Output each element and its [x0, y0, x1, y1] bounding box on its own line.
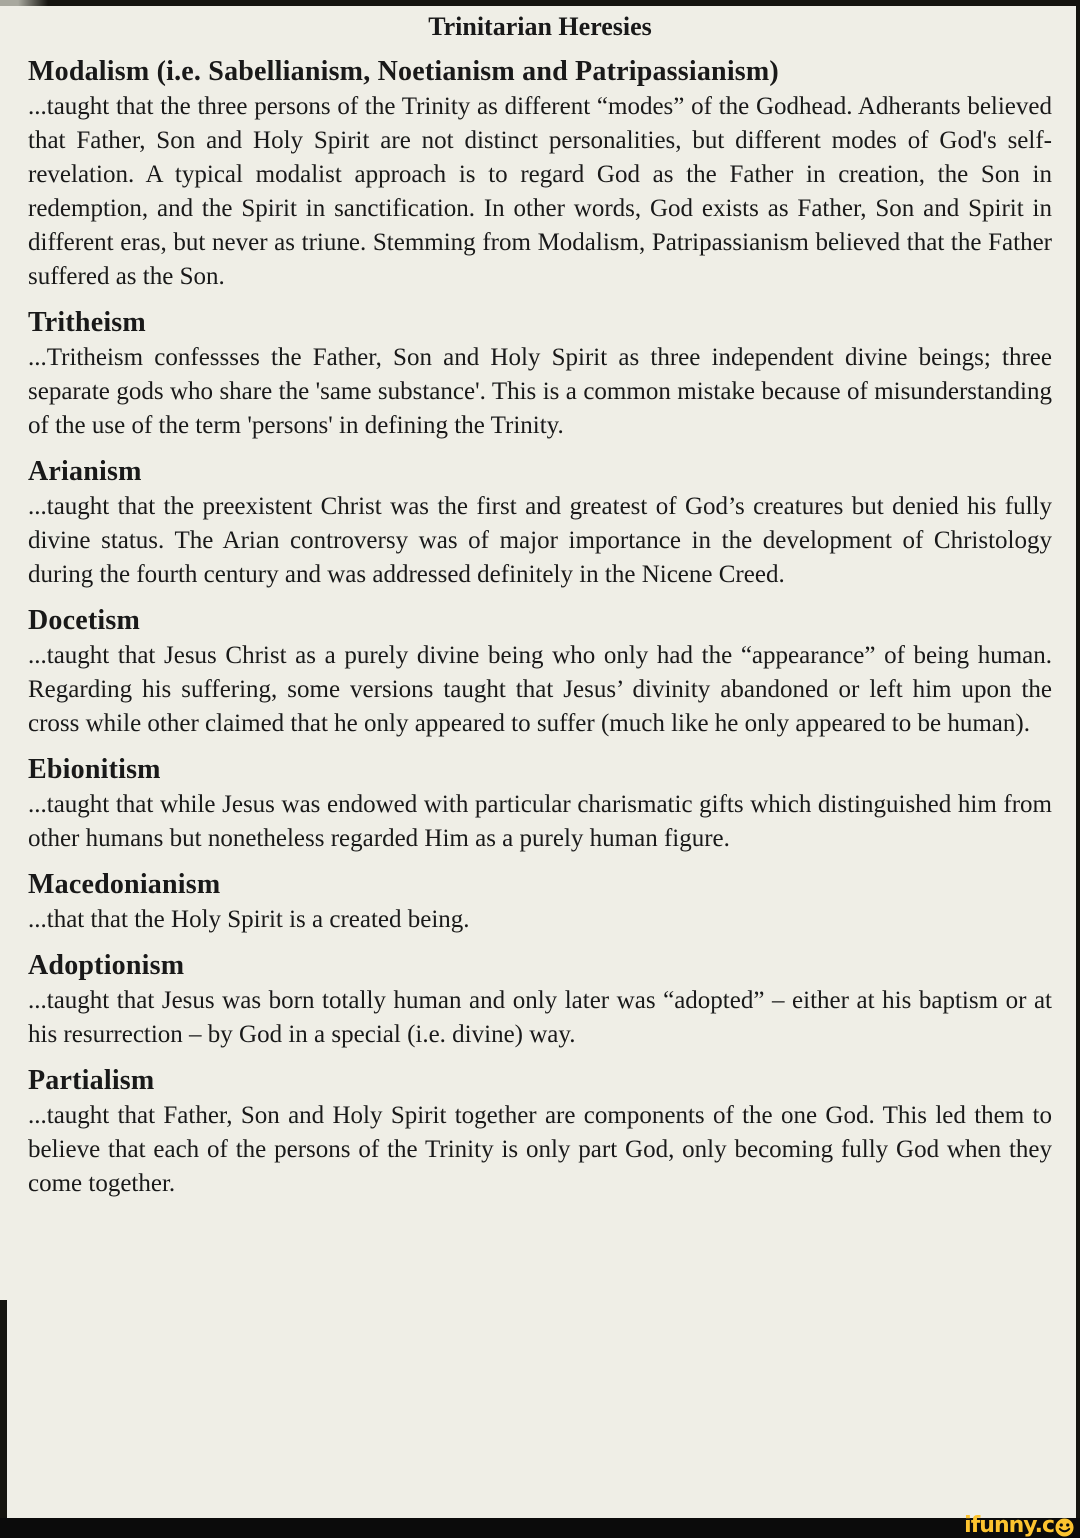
heresy-sections-container: [28, 54, 1052, 1201]
heresy-heading: Tritheism: [28, 307, 146, 338]
heresy-section: [28, 305, 1052, 443]
document-title: Trinitarian Heresies: [428, 12, 652, 41]
heresy-section: [28, 603, 1052, 741]
heresy-description: ...Tritheism confessses the Father, Son and Holy Spirit as three independent divine beings; three separate gods who share the 'same substance'. This is a common mistake because of misunderstanding of the use of the term 'persons' in defining the Trinity.: [28, 344, 1052, 439]
heresy-section: [28, 752, 1052, 856]
heresy-heading: Modalism (i.e. Sabellianism, Noetianism and Patripassianism): [28, 56, 779, 87]
heresy-section: [28, 54, 1052, 294]
heresy-section: [28, 948, 1052, 1052]
ifunny-logo: [964, 1514, 1074, 1538]
heresy-description: ...that that the Holy Spirit is a created being.: [28, 906, 470, 933]
heresy-description: ...taught that the three persons of the Trinity as different “modes” of the Godhead. Adherants believed that Father, Son and Holy Spirit are not distinct personalities, but different modes of God's self-revelation. A typical modalist approach is to regard God as the Father in creation, the Son in redemption, and the Spirit in sanctification. In other words, God exists as Father, Son and Spirit in different eras, but never as triune. Stemming from Modalism, Patripassianism believed that the Father suffered as the Son.: [28, 93, 1052, 290]
heresy-description: ...taught that Jesus Christ as a purely divine being who only had the “appearance” of being human. Regarding his suffering, some versions taught that Jesus’ divinity abandoned or left him upon the cross while other claimed that he only appeared to suffer (much like he only appeared to be human).: [28, 642, 1052, 737]
heresy-heading: Docetism: [28, 605, 141, 636]
ifunny-logo-text: ifunny.c: [964, 1513, 1054, 1538]
watermark-bar: [0, 1513, 1080, 1538]
heresy-section: [28, 454, 1052, 592]
document-content: [0, 6, 1080, 1201]
page-left-border-line: [0, 1300, 7, 1538]
heresy-description: ...taught that the preexistent Christ was the first and greatest of God’s creatures but denied his fully divine status. The Arian controversy was of major importance in the development of Christology during the fourth century and was addressed definitely in the Nicene Creed.: [28, 493, 1052, 588]
heresy-heading: Arianism: [28, 456, 142, 487]
heresy-heading: Partialism: [28, 1065, 155, 1096]
heresy-description: ...taught that while Jesus was endowed with particular charismatic gifts which distinguished him from other humans but nonetheless regarded Him as a purely human figure.: [28, 791, 1052, 852]
heresy-description: ...taught that Father, Son and Holy Spirit together are components of the one God. This led them to believe that each of the persons of the Trinity is only part God, only becoming fully God when they come together.: [28, 1102, 1052, 1197]
heresy-heading: Ebionitism: [28, 754, 161, 785]
heresy-description: ...taught that Jesus was born totally human and only later was “adopted” – either at his baptism or at his resurrection – by God in a special (i.e. divine) way.: [28, 987, 1052, 1048]
heresy-section: [28, 1063, 1052, 1201]
smiley-face-icon: [1055, 1518, 1074, 1537]
heresy-heading: Adoptionism: [28, 950, 185, 981]
heresy-section: [28, 867, 1052, 937]
heresy-heading: Macedonianism: [28, 869, 221, 900]
